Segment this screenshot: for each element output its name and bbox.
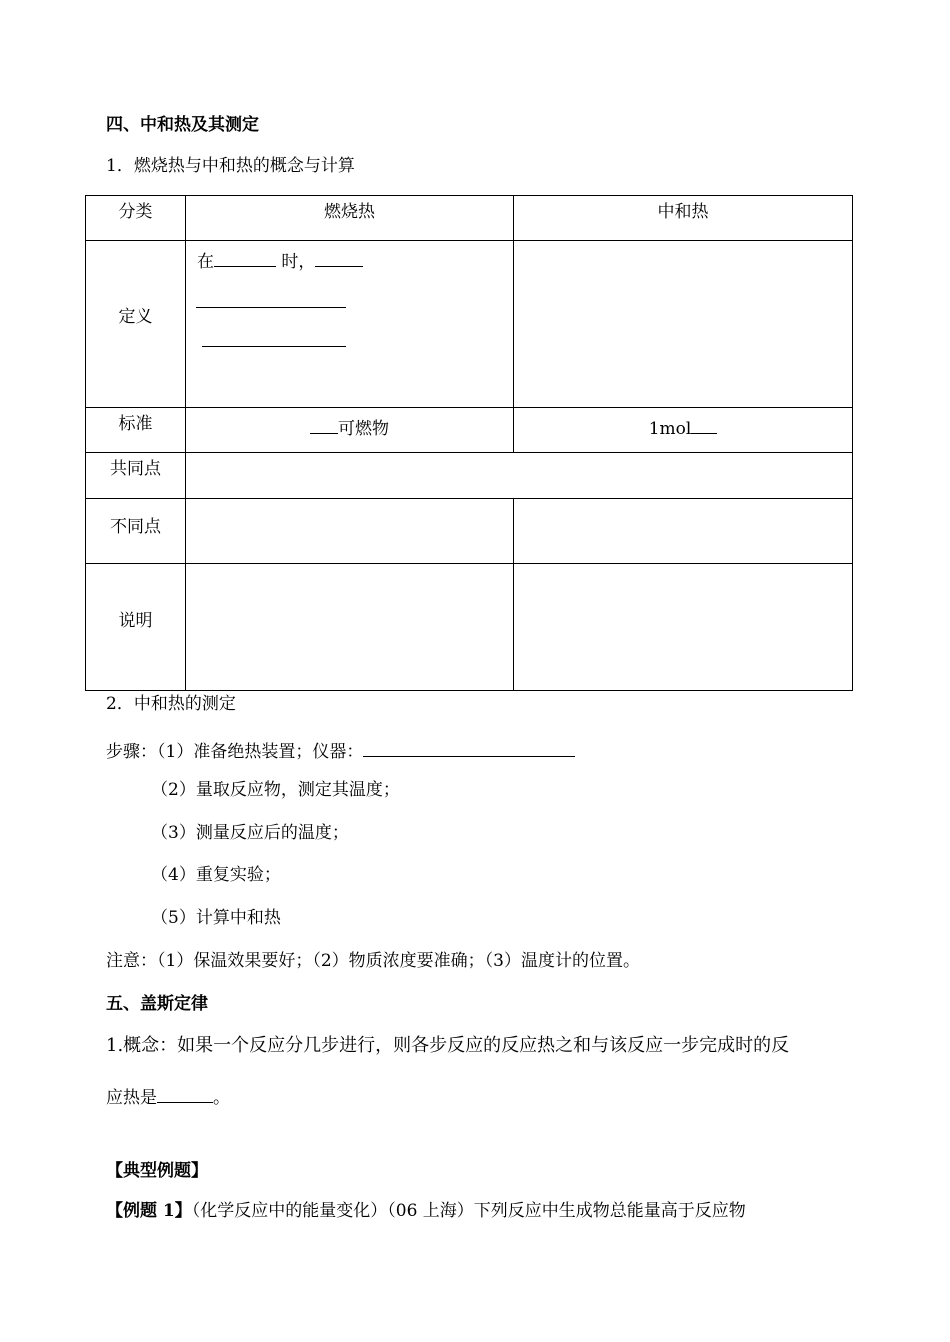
difference-neutralization-cell [514, 499, 853, 564]
difference-combustion-cell [186, 499, 514, 564]
blank-field [310, 416, 338, 434]
definition-fill-line [197, 249, 363, 271]
table-row-note [86, 564, 853, 691]
header-neutralization-heat: 中和热 [514, 196, 853, 241]
row-label-common: 共同点 [86, 453, 186, 499]
blank-field [214, 249, 276, 267]
blank-field [363, 739, 575, 757]
header-category: 分类 [86, 196, 186, 241]
blank-line [196, 307, 346, 308]
concept-suffix: 。 [213, 1088, 230, 1108]
step-item [106, 739, 575, 761]
example-1-label: 【例题 1】 [106, 1201, 192, 1221]
standard-combustion-text: 可燃物 [338, 419, 389, 439]
step-item: （3）测量反应后的温度； [151, 823, 349, 843]
definition-prefix: 在 [197, 252, 214, 272]
definition-mid: 时， [281, 252, 316, 272]
common-cell [186, 453, 853, 499]
comparison-table [85, 195, 853, 691]
step-item: （4）重复实验； [151, 865, 281, 885]
table-row-common [86, 453, 853, 499]
definition-combustion-cell [186, 241, 514, 408]
concept-text-continued [106, 1085, 230, 1107]
blank-field [691, 416, 717, 434]
subsection-title: 1．燃烧热与中和热的概念与计算 [106, 156, 355, 176]
row-label-difference: 不同点 [86, 499, 186, 564]
standard-neutralization-cell [514, 408, 853, 453]
concept-prefix: 应热是 [106, 1088, 157, 1108]
row-label-note: 说明 [86, 564, 186, 691]
step-item: （2）量取反应物，测定其温度； [151, 780, 400, 800]
blank-field [315, 249, 363, 267]
notice-text: 注意：（1）保温效果要好；（2）物质浓度要准确；（3）温度计的位置。 [106, 951, 640, 971]
examples-title: 【典型例题】 [106, 1161, 208, 1181]
blank-line [202, 346, 346, 347]
standard-neutralization-text: 1mol [648, 419, 692, 439]
example-1-text: （化学反应中的能量变化）（06 上海）下列反应中生成物总能量高于反应物 [191, 1201, 746, 1221]
table-row-standard [86, 408, 853, 453]
example-1 [106, 1203, 746, 1220]
subsection-title: 2．中和热的测定 [106, 694, 236, 714]
note-combustion-cell [186, 564, 514, 691]
definition-neutralization-cell [514, 241, 853, 408]
step1-text: 步骤：（1）准备绝热装置；仪器： [106, 742, 364, 762]
row-label-definition: 定义 [86, 241, 186, 408]
blank-field [157, 1085, 213, 1103]
table-row-definition [86, 241, 853, 408]
header-combustion-heat: 燃烧热 [186, 196, 514, 241]
standard-combustion-cell [186, 408, 514, 453]
row-label-standard: 标准 [86, 408, 186, 453]
table-header-row [86, 196, 853, 241]
note-neutralization-cell [514, 564, 853, 691]
concept-text: 1.概念：如果一个反应分几步进行，则各步反应的反应热之和与该反应一步完成时的反 [106, 1035, 790, 1056]
section-title: 四、中和热及其测定 [106, 115, 259, 135]
table-row-difference [86, 499, 853, 564]
step-item: （5）计算中和热 [151, 908, 281, 928]
section-title: 五、盖斯定律 [106, 994, 208, 1014]
